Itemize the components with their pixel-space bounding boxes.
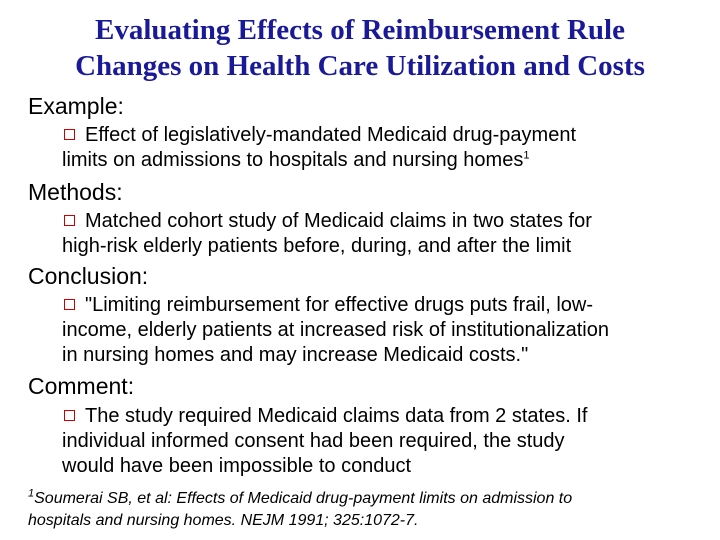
footnote-reference: 1 — [523, 149, 530, 162]
conclusion-bullet — [62, 293, 609, 368]
conclusion-bullet-line-3: in nursing homes and may increase Medicaid costs." — [62, 344, 529, 366]
bullet-box-icon — [64, 299, 75, 310]
slide-title — [0, 12, 720, 84]
methods-bullet-line-1: Matched cohort study of Medicaid claims in two states for — [85, 210, 592, 232]
slide-title-line-1: Evaluating Effects of Reimbursement Rule — [94, 14, 625, 46]
example-bullet — [62, 123, 576, 173]
comment-heading: Comment: — [28, 373, 135, 399]
conclusion-bullet-line-2: income, elderly patients at increased risk of institutionalization — [62, 319, 609, 341]
footnote — [28, 488, 572, 532]
footnote-line-1: Soumerai SB, et al: Effects of Medicaid drug-payment limits on admission to — [34, 490, 573, 507]
conclusion-bullet-line-1: "Limiting reimbursement for effective drugs puts frail, low- — [85, 294, 594, 316]
comment-bullet-line-1: The study required Medicaid claims data from 2 states. If — [85, 405, 588, 427]
bullet-box-icon — [64, 129, 75, 140]
example-bullet-line-1: Effect of legislatively-mandated Medicaid drug-payment — [85, 124, 576, 146]
bullet-box-icon — [64, 410, 75, 421]
methods-heading: Methods: — [28, 179, 123, 205]
methods-bullet-line-2: high-risk elderly patients before, during, and after the limit — [62, 235, 572, 257]
comment-bullet-line-3: would have been impossible to conduct — [62, 455, 412, 477]
comment-bullet-line-2: individual informed consent had been required, the study — [62, 430, 565, 452]
conclusion-heading: Conclusion: — [28, 263, 149, 289]
example-bullet-line-2: limits on admissions to hospitals and nursing homes — [62, 149, 524, 171]
slide-title-line-2: Changes on Health Care Utilization and Costs — [75, 50, 645, 82]
example-heading: Example: — [28, 93, 124, 119]
footnote-marker: 1 — [28, 487, 35, 500]
comment-bullet — [62, 404, 587, 479]
methods-bullet — [62, 209, 592, 259]
footnote-line-2: hospitals and nursing homes. NEJM 1991; 325:1072-7. — [28, 512, 419, 529]
bullet-box-icon — [64, 215, 75, 226]
